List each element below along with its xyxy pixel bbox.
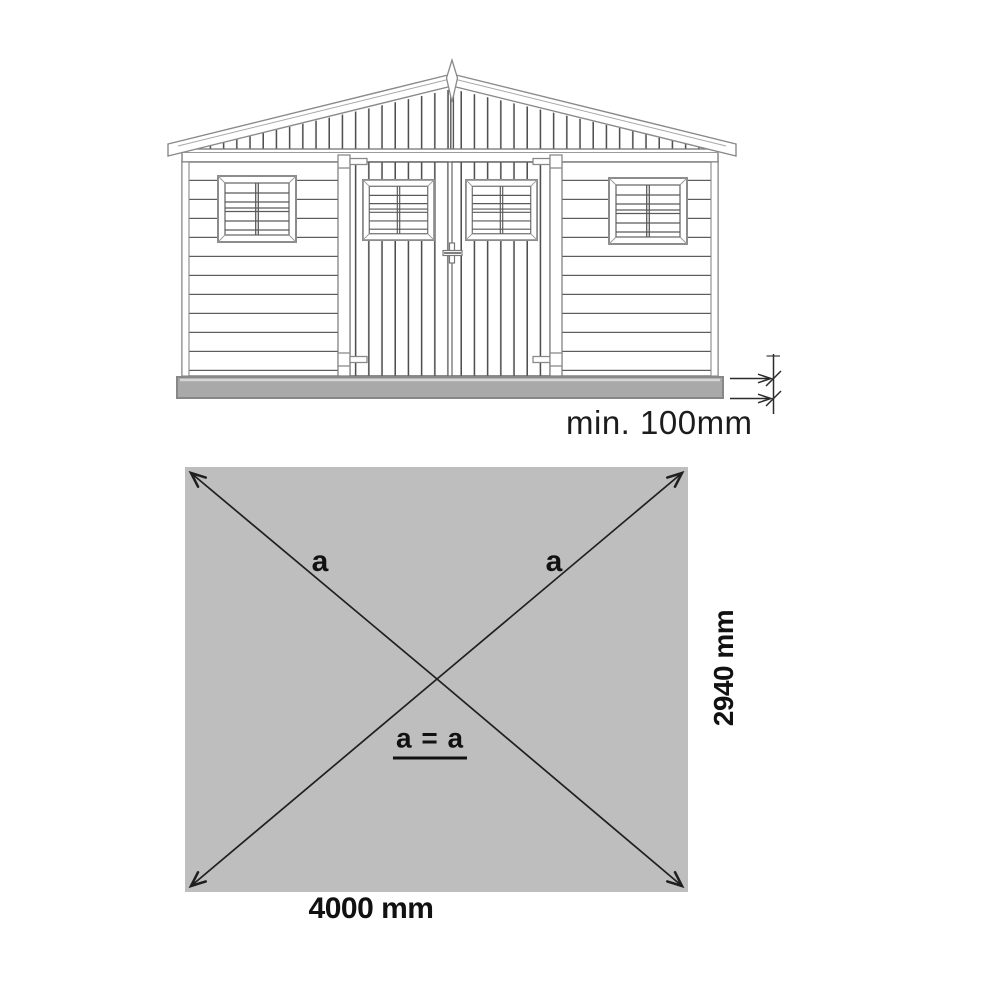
diagonal-equality-label: a = a bbox=[393, 725, 467, 760]
right-door-window bbox=[466, 180, 537, 240]
left-door-window bbox=[363, 180, 434, 240]
plan-width-label: 4000 mm bbox=[308, 892, 434, 925]
right-side-window bbox=[609, 178, 687, 244]
foundation-height-label: min. 100mm bbox=[566, 404, 753, 441]
left-door-frame-post bbox=[338, 162, 350, 376]
wall-top-band bbox=[182, 149, 718, 162]
foundation-strip bbox=[177, 377, 723, 398]
left-corner-trim bbox=[182, 162, 189, 376]
shed-front-elevation bbox=[168, 60, 781, 414]
right-door-frame-post bbox=[550, 162, 562, 376]
left-side-window bbox=[218, 176, 296, 242]
diagonal-label-right: a bbox=[545, 545, 563, 578]
plan-depth-label: 2940 mm bbox=[708, 609, 739, 727]
diagonal-label-left: a bbox=[311, 545, 329, 578]
foundation-plan bbox=[185, 467, 688, 892]
right-corner-trim bbox=[711, 162, 718, 376]
